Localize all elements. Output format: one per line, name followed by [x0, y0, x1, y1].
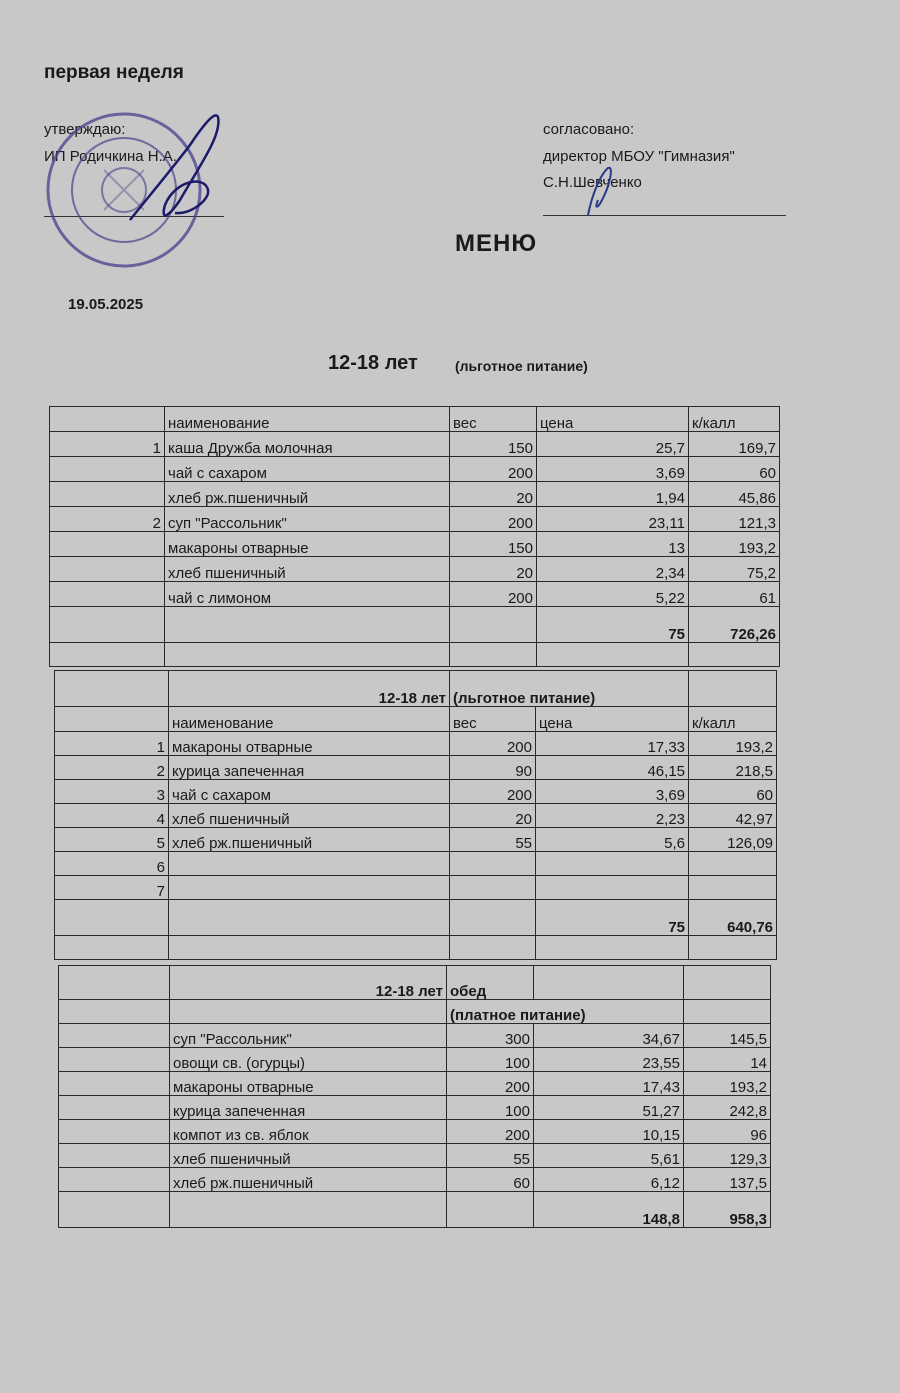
- row-number: [50, 482, 165, 507]
- dish-kcal: 193,2: [684, 1072, 771, 1096]
- dish-name: [169, 876, 450, 900]
- week-label: первая неделя: [44, 62, 184, 83]
- menu-table-2: [54, 670, 777, 960]
- table-row: [55, 828, 777, 852]
- dish-price: 3,69: [537, 457, 689, 482]
- section-note-row: [59, 1000, 771, 1024]
- table-row: [50, 532, 780, 557]
- total-kcal: 640,76: [689, 900, 777, 936]
- dish-weight: 300: [447, 1024, 534, 1048]
- section1-age: 12-18 лет: [328, 352, 418, 374]
- row-number: 2: [50, 507, 165, 532]
- col-kcal: к/калл: [689, 407, 780, 432]
- dish-kcal: 129,3: [684, 1144, 771, 1168]
- dish-weight: 100: [447, 1096, 534, 1120]
- row-number: 1: [55, 732, 169, 756]
- dish-kcal: 121,3: [689, 507, 780, 532]
- col-price: цена: [537, 407, 689, 432]
- agreed-person: С.Н.Шевченко: [543, 174, 642, 191]
- table-row: [50, 582, 780, 607]
- section-title-row: [55, 671, 777, 707]
- agreed-label: согласовано:: [543, 121, 635, 138]
- dish-weight: 60: [447, 1168, 534, 1192]
- dish-kcal: 145,5: [684, 1024, 771, 1048]
- total-price: 75: [537, 607, 689, 643]
- table-row: [50, 432, 780, 457]
- dish-kcal: 242,8: [684, 1096, 771, 1120]
- table-row: [50, 482, 780, 507]
- dish-kcal: 60: [689, 780, 777, 804]
- spacer-row: [50, 643, 780, 667]
- section1-note: (льготное питание): [455, 358, 588, 374]
- dish-name: хлеб пшеничный: [165, 557, 450, 582]
- dish-price: 25,7: [537, 432, 689, 457]
- table-row: [50, 457, 780, 482]
- dish-price: 46,15: [536, 756, 689, 780]
- dish-kcal: 14: [684, 1048, 771, 1072]
- approve-person: ИП Родичкина Н.А.: [44, 148, 177, 165]
- dish-weight: [450, 852, 536, 876]
- row-number: [50, 557, 165, 582]
- row-number: 2: [55, 756, 169, 780]
- total-row: [59, 1192, 771, 1228]
- dish-weight: 20: [450, 557, 537, 582]
- row-number: 4: [55, 804, 169, 828]
- dish-price: 23,55: [534, 1048, 684, 1072]
- dish-weight: 200: [447, 1072, 534, 1096]
- row-number: [50, 532, 165, 557]
- dish-weight: 200: [447, 1120, 534, 1144]
- table-row: [55, 804, 777, 828]
- section3-note: (платное питание): [447, 1000, 684, 1024]
- total-row: [55, 900, 777, 936]
- dish-name: макароны отварные: [170, 1072, 447, 1096]
- row-number: 1: [50, 432, 165, 457]
- dish-price: 6,12: [534, 1168, 684, 1192]
- spacer-row: [55, 936, 777, 960]
- table-row: [59, 1024, 771, 1048]
- dish-kcal: 60: [689, 457, 780, 482]
- dish-kcal: 126,09: [689, 828, 777, 852]
- dish-name: макароны отварные: [169, 732, 450, 756]
- dish-kcal: 193,2: [689, 532, 780, 557]
- dish-name: хлеб рж.пшеничный: [170, 1168, 447, 1192]
- dish-price: [536, 876, 689, 900]
- row-number: [50, 457, 165, 482]
- table-row: [59, 1144, 771, 1168]
- total-row: [50, 607, 780, 643]
- table-row: [55, 780, 777, 804]
- col-kcal: к/калл: [689, 707, 777, 732]
- dish-name: компот из св. яблок: [170, 1120, 447, 1144]
- table-row: [50, 557, 780, 582]
- table-header-row: [55, 707, 777, 732]
- dish-price: 3,69: [536, 780, 689, 804]
- dish-price: 2,23: [536, 804, 689, 828]
- col-price: цена: [536, 707, 689, 732]
- dish-price: 23,11: [537, 507, 689, 532]
- dish-weight: 100: [447, 1048, 534, 1072]
- dish-kcal: 42,97: [689, 804, 777, 828]
- dish-kcal: 137,5: [684, 1168, 771, 1192]
- dish-name: чай с сахаром: [169, 780, 450, 804]
- dish-price: 17,43: [534, 1072, 684, 1096]
- dish-weight: 200: [450, 582, 537, 607]
- dish-kcal: 75,2: [689, 557, 780, 582]
- total-kcal: 958,3: [684, 1192, 771, 1228]
- dish-name: овощи св. (огурцы): [170, 1048, 447, 1072]
- table-row: [55, 756, 777, 780]
- section-title-row: [59, 966, 771, 1000]
- dish-weight: 200: [450, 507, 537, 532]
- table-header-row: [50, 407, 780, 432]
- dish-price: 51,27: [534, 1096, 684, 1120]
- dish-weight: 150: [450, 532, 537, 557]
- section2-note: (льготное питание): [450, 671, 689, 707]
- dish-name: хлеб пшеничный: [169, 804, 450, 828]
- dish-kcal: [689, 876, 777, 900]
- table-row: [55, 732, 777, 756]
- dish-weight: 55: [447, 1144, 534, 1168]
- col-name: наименование: [165, 407, 450, 432]
- dish-name: [169, 852, 450, 876]
- row-number: [50, 582, 165, 607]
- dish-weight: 200: [450, 780, 536, 804]
- col-weight: вес: [450, 707, 536, 732]
- dish-name: хлеб пшеничный: [170, 1144, 447, 1168]
- total-price: 148,8: [534, 1192, 684, 1228]
- dish-price: 10,15: [534, 1120, 684, 1144]
- dish-weight: [450, 876, 536, 900]
- table-row: [55, 876, 777, 900]
- dish-price: 5,61: [534, 1144, 684, 1168]
- dish-kcal: 193,2: [689, 732, 777, 756]
- col-name: наименование: [169, 707, 450, 732]
- dish-name: чай с сахаром: [165, 457, 450, 482]
- dish-kcal: 61: [689, 582, 780, 607]
- table-row: [55, 852, 777, 876]
- dish-price: 2,34: [537, 557, 689, 582]
- signature-director: [580, 160, 620, 220]
- dish-name: каша Дружба молочная: [165, 432, 450, 457]
- dish-kcal: 169,7: [689, 432, 780, 457]
- dish-name: курица запеченная: [169, 756, 450, 780]
- table-row: [59, 1096, 771, 1120]
- dish-name: суп "Рассольник": [165, 507, 450, 532]
- total-kcal: 726,26: [689, 607, 780, 643]
- dish-price: [536, 852, 689, 876]
- dish-price: 13: [537, 532, 689, 557]
- dish-price: 5,22: [537, 582, 689, 607]
- dish-price: 1,94: [537, 482, 689, 507]
- dish-name: макароны отварные: [165, 532, 450, 557]
- dish-weight: 200: [450, 457, 537, 482]
- row-number: 7: [55, 876, 169, 900]
- table-row: [50, 507, 780, 532]
- menu-table-3: [58, 965, 771, 1228]
- page-title: МЕНЮ: [455, 230, 538, 257]
- section2-age: 12-18 лет: [169, 671, 450, 707]
- agreed-position: директор МБОУ "Гимназия": [543, 148, 735, 165]
- table-row: [59, 1048, 771, 1072]
- row-number: 3: [55, 780, 169, 804]
- section3-meal: обед: [447, 966, 534, 1000]
- table-row: [59, 1168, 771, 1192]
- table-row: [59, 1120, 771, 1144]
- dish-price: 5,6: [536, 828, 689, 852]
- dish-weight: 55: [450, 828, 536, 852]
- row-number: 5: [55, 828, 169, 852]
- dish-name: хлеб рж.пшеничный: [165, 482, 450, 507]
- dish-kcal: 45,86: [689, 482, 780, 507]
- dish-kcal: 96: [684, 1120, 771, 1144]
- signature-approver: [120, 105, 230, 235]
- dish-weight: 150: [450, 432, 537, 457]
- menu-table-1: [49, 406, 780, 667]
- dish-price: 17,33: [536, 732, 689, 756]
- dish-weight: 200: [450, 732, 536, 756]
- section3-age: 12-18 лет: [170, 966, 447, 1000]
- dish-weight: 90: [450, 756, 536, 780]
- dish-kcal: [689, 852, 777, 876]
- dish-kcal: 218,5: [689, 756, 777, 780]
- row-number: 6: [55, 852, 169, 876]
- dish-weight: 20: [450, 804, 536, 828]
- dish-weight: 20: [450, 482, 537, 507]
- approve-label: утверждаю:: [44, 121, 126, 138]
- table-row: [59, 1072, 771, 1096]
- dish-name: хлеб рж.пшеничный: [169, 828, 450, 852]
- col-weight: вес: [450, 407, 537, 432]
- dish-name: суп "Рассольник": [170, 1024, 447, 1048]
- approval-date: 19.05.2025: [68, 296, 144, 313]
- total-price: 75: [536, 900, 689, 936]
- dish-name: курица запеченная: [170, 1096, 447, 1120]
- dish-name: чай с лимоном: [165, 582, 450, 607]
- dish-price: 34,67: [534, 1024, 684, 1048]
